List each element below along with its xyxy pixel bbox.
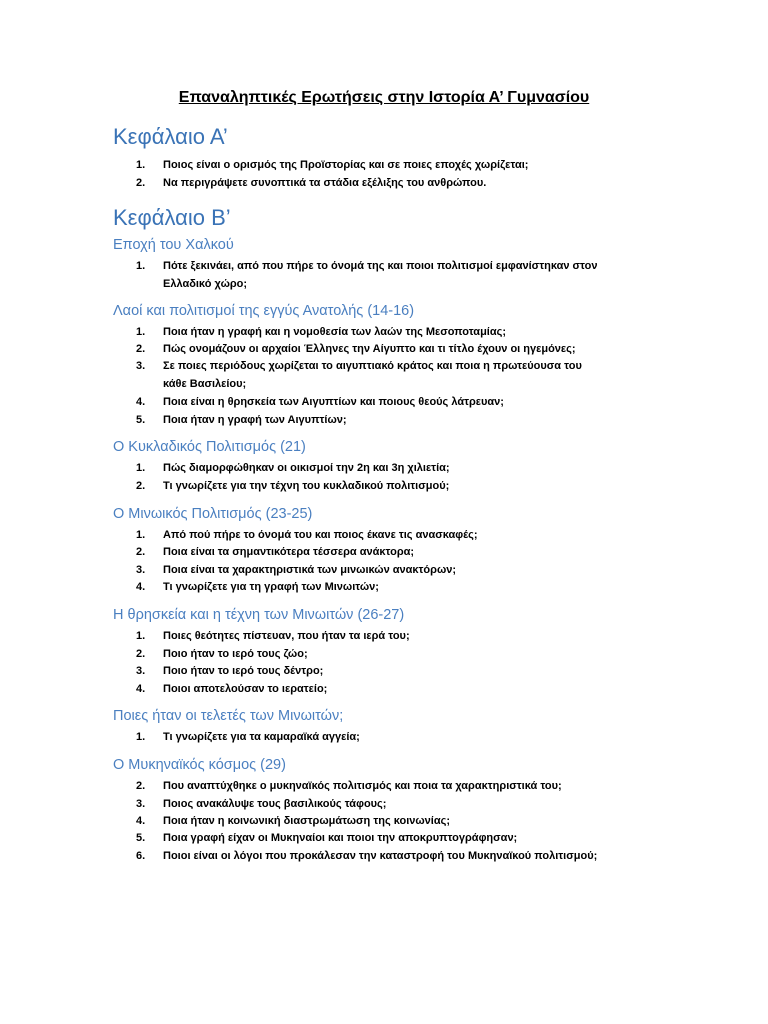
question-text: Ποιος είναι ο ορισμός της Προϊστορίας και σε ποιες εποχές χωρίζεται; xyxy=(163,159,529,171)
question-number: 1. xyxy=(136,529,146,541)
question-number: 1. xyxy=(136,159,146,171)
question-number: 2. xyxy=(136,546,146,558)
question-number: 5. xyxy=(136,414,146,426)
question-text: Ποια ήταν η κοινωνική διαστρωμάτωση της κοινωνίας; xyxy=(163,815,450,827)
question-text: Πώς διαμορφώθηκαν οι οικισμοί την 2η και 3η χιλιετία; xyxy=(163,462,450,474)
question-text: Πότε ξεκινάει, από που πήρε το όνομά της και ποιοι πολιτισμοί εμφανίστηκαν στον xyxy=(163,260,598,272)
question-number: 1. xyxy=(136,630,146,642)
question-number: 4. xyxy=(136,683,146,695)
question-number: 2. xyxy=(136,480,146,492)
question-text: Ποιος ανακάλυψε τους βασιλικούς τάφους; xyxy=(163,798,387,810)
section-heading: Ο Μυκηναϊκός κόσμος (29) xyxy=(113,757,286,773)
question-text: Ποια ήταν η γραφή και η νομοθεσία των λαών της Μεσοποταμίας; xyxy=(163,326,507,338)
question-number: 3. xyxy=(136,360,146,372)
question-number: 4. xyxy=(136,815,146,827)
question-number: 2. xyxy=(136,780,146,792)
question-number: 5. xyxy=(136,832,146,844)
question-number: 3. xyxy=(136,564,146,576)
section-heading: Ο Κυκλαδικός Πολιτισμός (21) xyxy=(113,439,306,455)
question-text-continued: Ελλαδικό χώρο; xyxy=(163,278,248,290)
question-text: Ποιοι αποτελούσαν το ιερατείο; xyxy=(163,683,328,695)
section-heading: Εποχή του Χαλκού xyxy=(113,237,234,253)
question-text-continued: κάθε Βασιλείου; xyxy=(163,378,247,390)
question-text: Από πού πήρε το όνομά του και ποιος έκανε τις ανασκαφές; xyxy=(163,529,478,541)
question-text: Ποιες θεότητες πίστευαν, που ήταν τα ιερά του; xyxy=(163,630,410,642)
section-heading: Ο Μινωικός Πολιτισμός (23-25) xyxy=(113,506,313,522)
question-number: 1. xyxy=(136,462,146,474)
section-heading: Ποιες ήταν οι τελετές των Μινωιτών; xyxy=(113,708,344,724)
chapter-b-heading: Κεφάλαιο Β’ xyxy=(113,205,231,230)
question-number: 2. xyxy=(136,177,146,189)
question-number: 3. xyxy=(136,665,146,677)
question-text: Να περιγράψετε συνοπτικά τα στάδια εξέλιξης του ανθρώπου. xyxy=(163,177,487,189)
section-heading: Λαοί και πολιτισμοί της εγγύς Ανατολής (14-16) xyxy=(113,303,415,319)
question-text: Ποιοι είναι οι λόγοι που προκάλεσαν την καταστροφή του Μυκηναϊκού πολιτισμού; xyxy=(163,850,598,862)
question-text: Ποια γραφή είχαν οι Μυκηναίοι και ποιοι την αποκρυπτογράφησαν; xyxy=(163,832,518,844)
section-heading: Η θρησκεία και η τέχνη των Μινωιτών (26-27) xyxy=(113,607,405,623)
question-text: Ποια είναι η θρησκεία των Αιγυπτίων και ποιους θεούς λάτρευαν; xyxy=(163,396,504,408)
question-number: 1. xyxy=(136,731,146,743)
question-number: 2. xyxy=(136,648,146,660)
question-number: 6. xyxy=(136,850,146,862)
question-number: 3. xyxy=(136,798,146,810)
question-number: 1. xyxy=(136,326,146,338)
question-text: Πώς ονομάζουν οι αρχαίοι Έλληνες την Αίγυπτο και τι τίτλο έχουν οι ηγεμόνες; xyxy=(163,343,576,355)
question-text: Τι γνωρίζετε για τη γραφή των Μινωιτών; xyxy=(163,581,379,593)
question-text: Ποια ήταν η γραφή των Αιγυπτίων; xyxy=(163,414,347,426)
question-text: Τι γνωρίζετε για τα καμαραϊκά αγγεία; xyxy=(163,731,360,743)
question-number: 4. xyxy=(136,581,146,593)
question-text: Ποια είναι τα χαρακτηριστικά των μινωικών ανακτόρων; xyxy=(163,564,457,576)
question-text: Ποιο ήταν το ιερό τους ζώο; xyxy=(163,648,308,660)
question-number: 4. xyxy=(136,396,146,408)
question-number: 2. xyxy=(136,343,146,355)
document-title: Επαναληπτικές Ερωτήσεις στην Ιστορία Α’ Γυμνασίου xyxy=(178,89,590,106)
question-text: Σε ποιες περιόδους χωρίζεται το αιγυπτιακό κράτος και ποια η πρωτεύουσα του xyxy=(163,360,582,372)
question-text: Ποιο ήταν το ιερό τους δέντρο; xyxy=(163,665,324,677)
chapter-a-heading: Κεφάλαιο Α’ xyxy=(113,124,228,149)
question-text: Που αναπτύχθηκε ο μυκηναϊκός πολιτισμός και ποια τα χαρακτηριστικά του; xyxy=(163,780,562,792)
question-text: Ποια είναι τα σημαντικότερα τέσσερα ανάκτορα; xyxy=(163,546,415,558)
question-number: 1. xyxy=(136,260,146,272)
question-text: Τι γνωρίζετε για την τέχνη του κυκλαδικού πολιτισμού; xyxy=(163,480,450,492)
